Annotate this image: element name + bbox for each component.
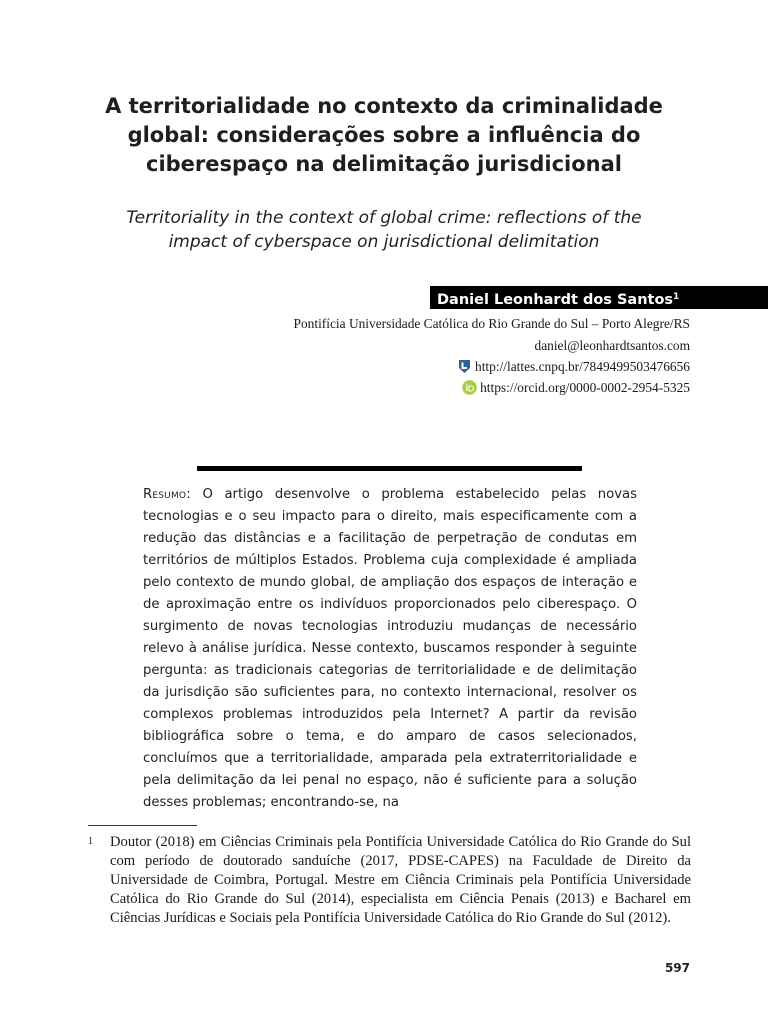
abstract-label: Resumo: <box>143 487 191 502</box>
lattes-line <box>457 358 690 379</box>
lattes-icon <box>457 359 472 379</box>
footnote-marker: 1 <box>88 836 93 847</box>
author-name: Daniel Leonhardt dos Santos <box>437 292 674 308</box>
footnote-separator <box>88 825 197 826</box>
article-title: A territorialidade no contexto da criminalidade global: considerações sobre a influência do ciberespaço na delimitação jurisdicional <box>105 94 663 176</box>
abstract-paragraph <box>143 484 637 814</box>
author-email[interactable]: daniel@leonhardtsantos.com <box>534 338 690 353</box>
section-divider <box>197 466 582 471</box>
abstract-text: O artigo desenvolve o problema estabelecido pelas novas tecnologias e o seu impacto para o direito, mais especificamente com a redução das distâncias e a facilitação de perpetração de condutas em territórios de múltiplos Estados. Problema cuja complexidade é ampliada pelo contexto de mundo global, de ampliação dos espaços de interação e de aproximação entre os indivíduos proporcionados pelo ciberespaço. O surgimento de novas tecnologias introduziu mudanças de necessário relevo à análise jurídica. Nesse contexto, buscamos responder à seguinte pergunta: as tradicionais categorias de territorialidade e de delimitação da jurisdição são suficientes para, no contexto internacional, resolver os complexos problemas introduzidos pela Internet? A partir da revisão bibliográfica sobre o tema, e do amparo de casos selecionados, concluímos que a territorialidade, amparada pela extraterritorialidade e pela delimitação da lei penal no espaço, não é suficiente para a solução desses problemas; encontrando-se, na <box>143 487 637 810</box>
author-institution: Pontifícia Universidade Católica do Rio Grande do Sul – Porto Alegre/RS <box>293 316 690 331</box>
lattes-link[interactable]: http://lattes.cnpq.br/7849499503476656 <box>475 359 690 374</box>
orcid-icon <box>462 380 477 400</box>
author-name-block <box>437 287 679 311</box>
footnote-text: Doutor (2018) em Ciências Criminais pela Pontifícia Universidade Católica do Rio Grande do Sul com período de doutorado sanduíche (2017, PDSE-CAPES) na Faculdade de Direito da Universidade de Coimbra, Portugal. Mestre em Ciência Criminais pela Pontifícia Universidade Católica do Rio Grande do Sul (2014), especialista em Ciência Penais (2013) e Bacharel em Ciências Jurídicas e Sociais pela Pontifícia Universidade Católica do Rio Grande do Sul (2012). <box>110 834 691 926</box>
orcid-link[interactable]: https://orcid.org/0000-0002-2954-5325 <box>480 380 690 395</box>
orcid-line <box>462 379 690 400</box>
page-number: 597 <box>664 961 690 975</box>
article-subtitle-english: Territoriality in the context of global crime: reflections of the impact of cyberspace on jurisdictional delimitation <box>126 208 642 252</box>
author-footnote-marker[interactable]: 1 <box>673 292 680 302</box>
